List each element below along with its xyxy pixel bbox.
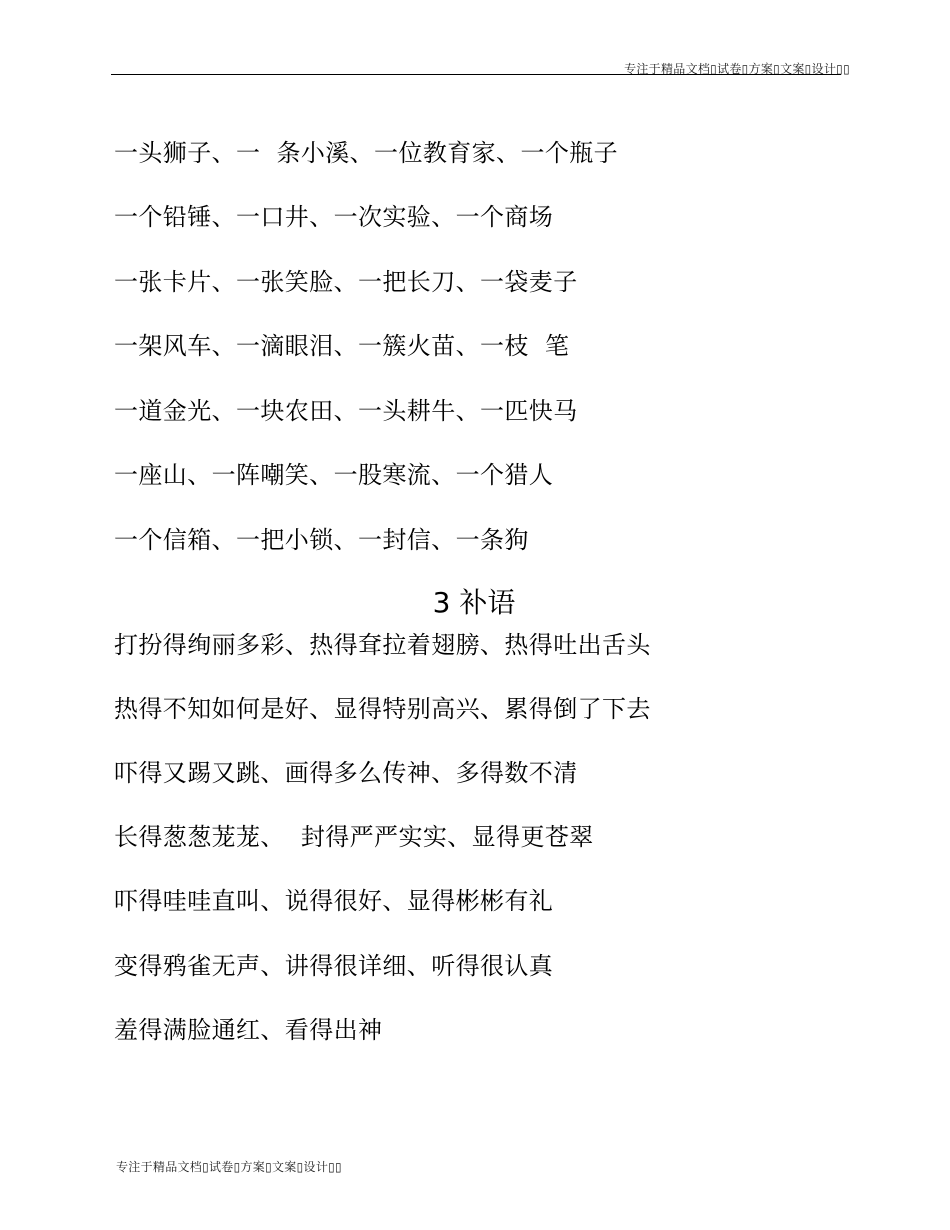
complement-line: 吓得哇哇直叫、说得很好、显得彬彬有礼	[114, 887, 554, 915]
page-footer: 专注于精品文档▯试卷▯方案▯文案▯设计▯▯	[116, 1160, 342, 1174]
complement-line: 长得葱葱茏茏、 封得严严实实、显得更苍翠	[114, 823, 594, 851]
header-divider	[111, 74, 841, 75]
measure-word-line: 一张卡片、一张笑脸、一把长刀、一袋麦子	[114, 268, 578, 296]
complement-line: 羞得满脸通红、看得出神	[114, 1016, 383, 1044]
measure-word-line: 一架风车、一滴眼泪、一簇火苗、一枝 笔	[114, 332, 570, 360]
measure-word-line: 一个铅锤、一口井、一次实验、一个商场	[114, 203, 554, 231]
measure-word-line: 一个信箱、一把小锁、一封信、一条狗	[114, 526, 529, 554]
complement-line: 吓得又踢又跳、画得多么传神、多得数不清	[114, 759, 578, 787]
section-title: 3 补语	[432, 586, 516, 619]
measure-word-line: 一道金光、一块农田、一头耕牛、一匹快马	[114, 397, 578, 425]
complement-line: 热得不知如何是好、显得特别高兴、累得倒了下去	[114, 695, 651, 723]
complement-line: 变得鸦雀无声、讲得很详细、听得很认真	[114, 952, 554, 980]
measure-word-line: 一头狮子、一 条小溪、一位教育家、一个瓶子	[114, 139, 619, 167]
page-header: 专注于精品文档▯试卷▯方案▯文案▯设计▯▯	[624, 62, 850, 76]
complement-line: 打扮得绚丽多彩、热得耷拉着翅膀、热得吐出舌头	[114, 631, 651, 659]
measure-word-line: 一座山、一阵嘲笑、一股寒流、一个猎人	[114, 461, 554, 489]
